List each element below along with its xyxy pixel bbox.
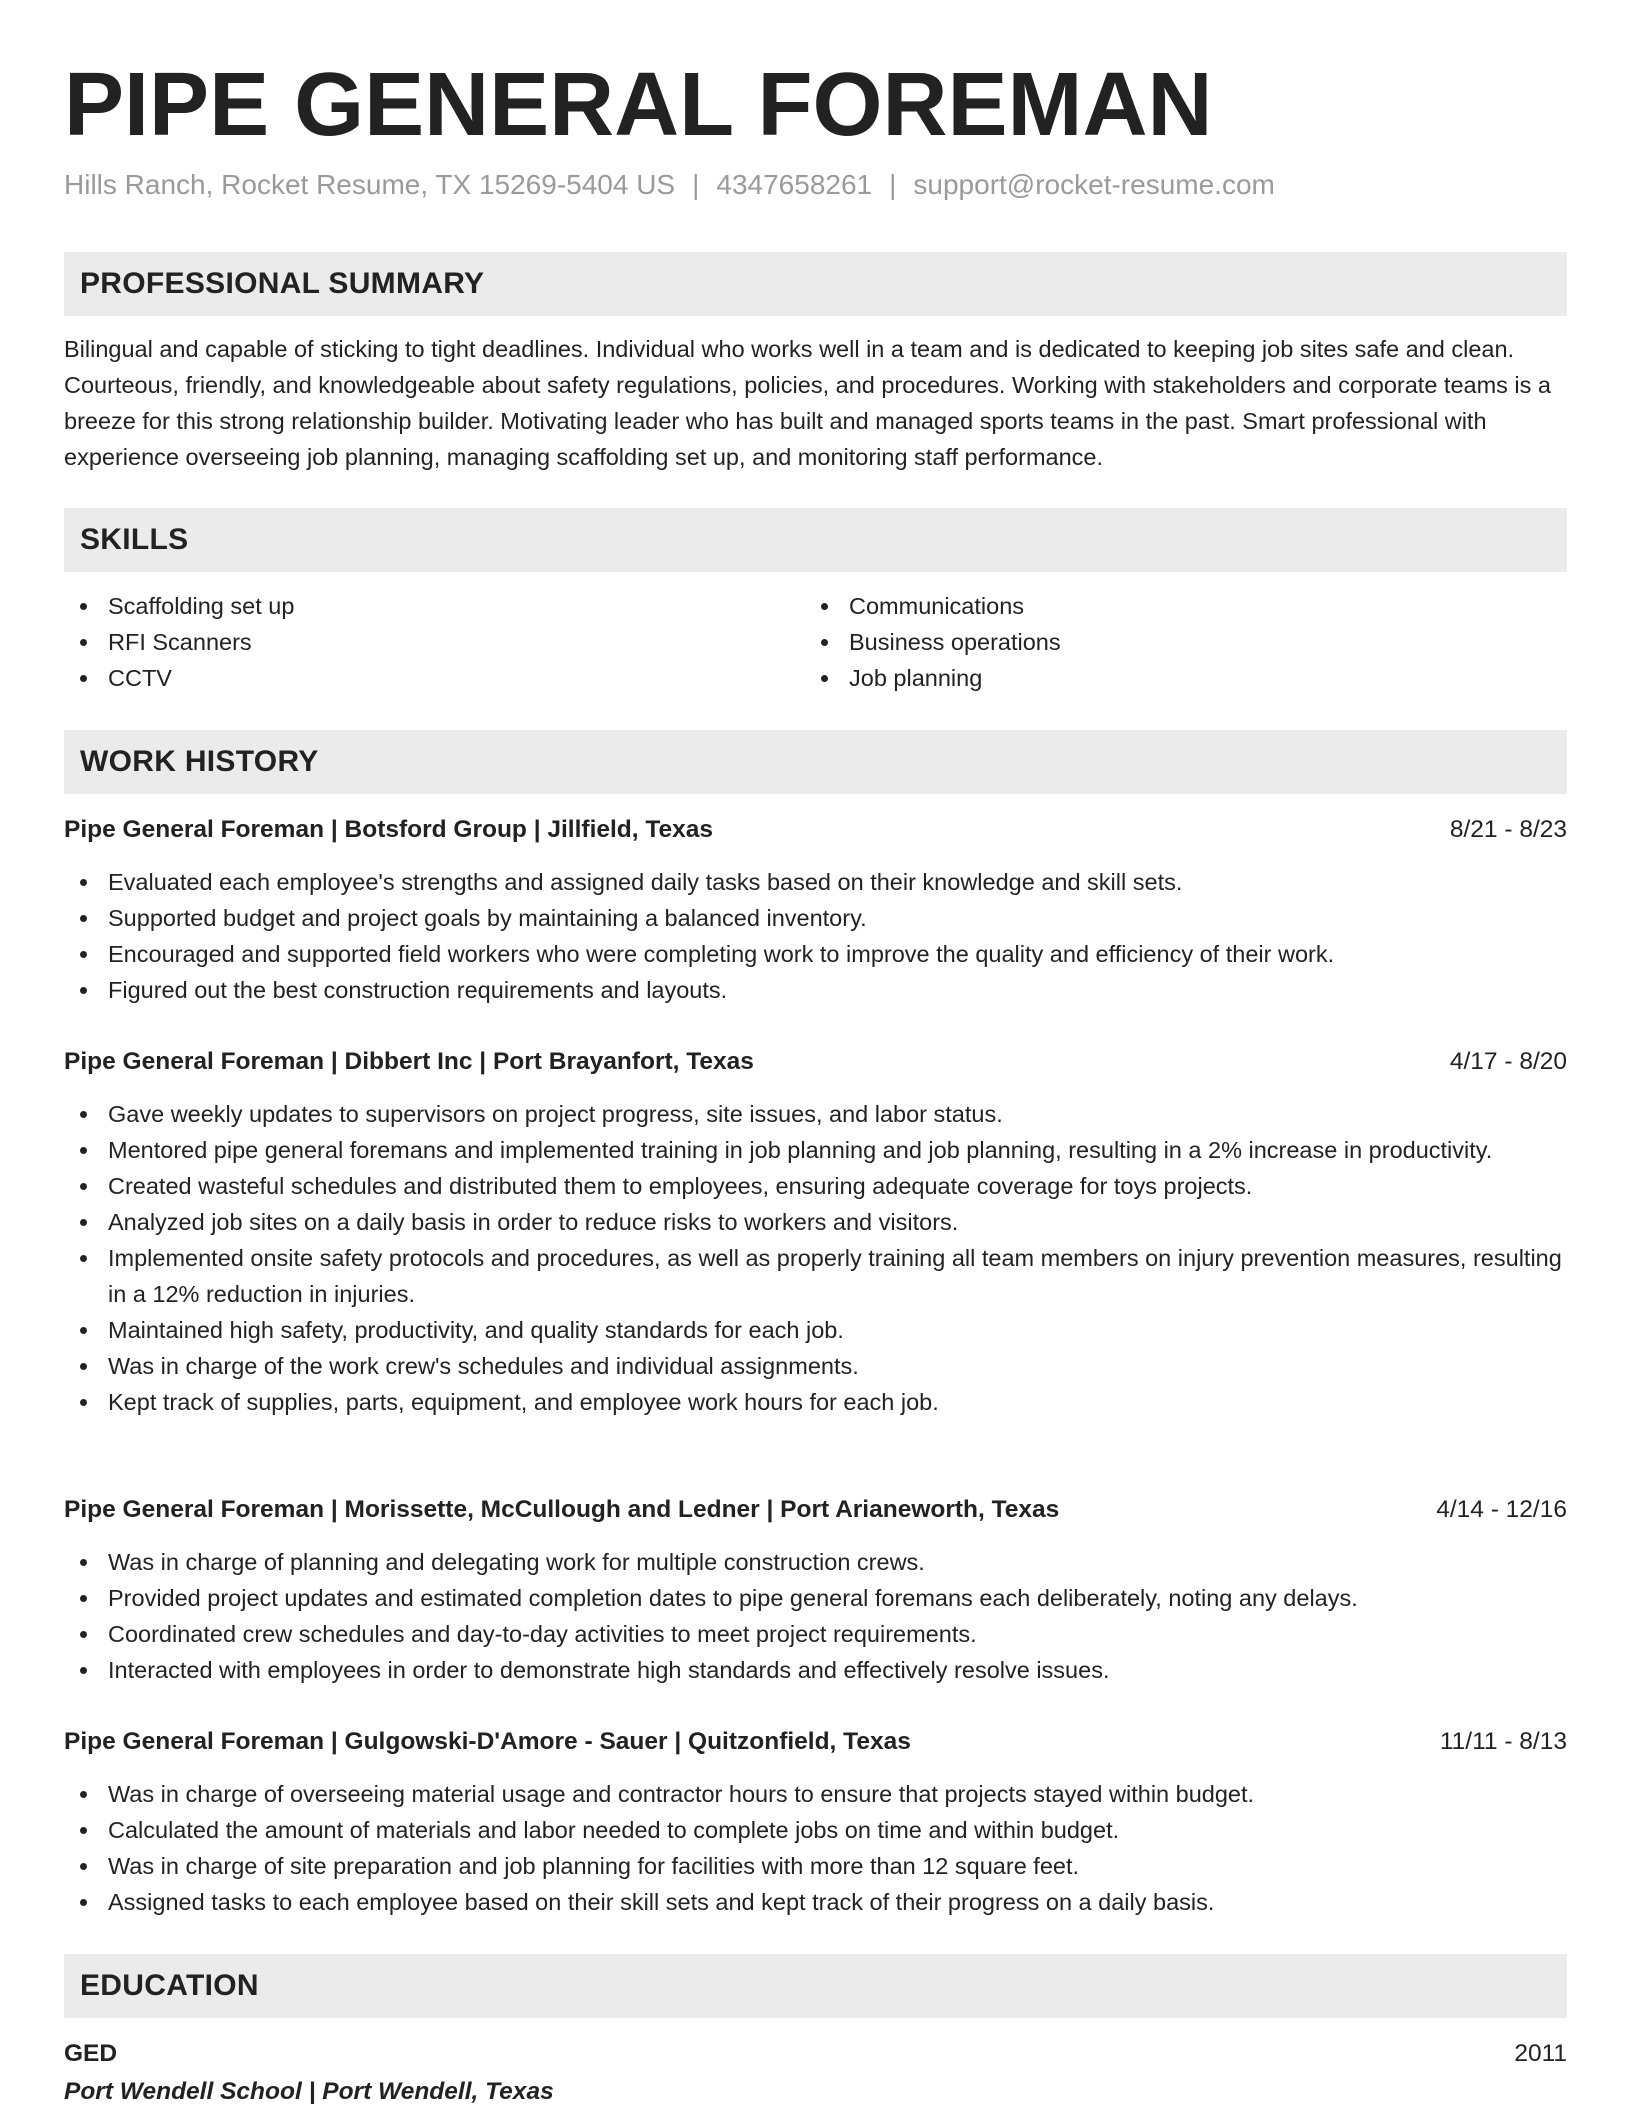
education-school: Port Wendell School | Port Wendell, Texas (64, 2078, 554, 2105)
job-entry (64, 1492, 1567, 1688)
job-bullet: Evaluated each employee's strengths and assigned daily tasks based on their knowledge and skill sets. (64, 864, 1567, 900)
job-bullet: Kept track of supplies, parts, equipment, and employee work hours for each job. (64, 1384, 1567, 1420)
job-dates: 11/11 - 8/13 (1439, 1728, 1567, 1755)
job-bullet: Calculated the amount of materials and labor needed to complete jobs on time and within budget. (64, 1812, 1567, 1848)
skill-item: Communications (805, 588, 1505, 624)
job-bullet: Was in charge of planning and delegating work for multiple construction crews. (64, 1544, 1567, 1580)
job-title: Pipe General Foreman | Gulgowski-D'Amore - Sauer | Quitzonfield, Texas (64, 1728, 911, 1755)
section-title-work-history: WORK HISTORY (80, 745, 319, 778)
education-year: 2011 (1514, 2040, 1567, 2067)
skill-item: Job planning (805, 660, 1505, 696)
education-degree: GED (64, 2040, 118, 2067)
section-header-summary (64, 252, 1567, 316)
job-bullet: Maintained high safety, productivity, and quality standards for each job. (64, 1312, 1567, 1348)
job-bullet: Assigned tasks to each employee based on their skill sets and kept track of their progress on a daily basis. (64, 1884, 1567, 1920)
contact-phone: 4347658261 (716, 169, 873, 200)
job-bullet: Interacted with employees in order to demonstrate high standards and effectively resolve issues. (64, 1652, 1567, 1688)
job-header (64, 1492, 1567, 1528)
job-dates: 8/21 - 8/23 (1449, 816, 1567, 843)
job-entry (64, 812, 1567, 1008)
job-bullet: Figured out the best construction requirements and layouts. (64, 972, 1567, 1008)
contact-line (64, 165, 1275, 205)
job-bullet: Implemented onsite safety protocols and procedures, as well as properly training all team members on injury prevention measures, resulting in a 12% reduction in injuries. (64, 1240, 1567, 1312)
job-title: Pipe General Foreman | Morissette, McCullough and Ledner | Port Arianeworth, Texas (64, 1496, 1060, 1523)
job-dates: 4/17 - 8/20 (1449, 1048, 1567, 1075)
job-bullet: Gave weekly updates to supervisors on project progress, site issues, and labor status. (64, 1096, 1567, 1132)
contact-address: Hills Ranch, Rocket Resume, TX 15269-5404 US (64, 169, 676, 200)
section-header-work-history (64, 730, 1567, 794)
job-dates: 4/14 - 12/16 (1436, 1496, 1567, 1523)
section-title-education: EDUCATION (80, 1969, 259, 2002)
job-title: Pipe General Foreman | Dibbert Inc | Port Brayanfort, Texas (64, 1048, 754, 1075)
job-bullet: Supported budget and project goals by maintaining a balanced inventory. (64, 900, 1567, 936)
skill-item: Scaffolding set up (64, 588, 764, 624)
job-entry (64, 1044, 1567, 1420)
job-bullet: Coordinated crew schedules and day-to-day activities to meet project requirements. (64, 1616, 1567, 1652)
job-bullets (64, 1096, 1567, 1420)
job-header (64, 1724, 1567, 1760)
job-bullet: Encouraged and supported field workers who were completing work to improve the quality and efficiency of their work. (64, 936, 1567, 972)
job-entry (64, 1724, 1567, 1920)
job-header (64, 812, 1567, 848)
job-title: Pipe General Foreman | Botsford Group | Jillfield, Texas (64, 816, 714, 843)
job-bullet: Was in charge of overseeing material usage and contractor hours to ensure that projects stayed within budget. (64, 1776, 1567, 1812)
job-bullet: Was in charge of site preparation and job planning for facilities with more than 12 square feet. (64, 1848, 1567, 1884)
skills-column-right (805, 588, 1505, 696)
section-title-skills: SKILLS (80, 523, 189, 556)
contact-email[interactable]: support@rocket-resume.com (913, 169, 1275, 200)
job-bullet: Was in charge of the work crew's schedules and individual assignments. (64, 1348, 1567, 1384)
job-header (64, 1044, 1567, 1080)
contact-separator: | (692, 169, 700, 200)
candidate-name: PIPE GENERAL FOREMAN (64, 55, 1213, 155)
job-bullet: Created wasteful schedules and distributed them to employees, ensuring adequate coverage for toys projects. (64, 1168, 1567, 1204)
job-bullets (64, 864, 1567, 1008)
section-header-skills (64, 508, 1567, 572)
job-bullets (64, 1544, 1567, 1688)
skills-column-left (64, 588, 764, 696)
job-bullet: Provided project updates and estimated completion dates to pipe general foremans each deliberately, noting any delays. (64, 1580, 1567, 1616)
section-header-education (64, 1954, 1567, 2018)
job-bullets (64, 1776, 1567, 1920)
skill-item: RFI Scanners (64, 624, 764, 660)
summary-text: Bilingual and capable of sticking to tight deadlines. Individual who works well in a team and is dedicated to keeping job sites safe and clean. Courteous, friendly, and knowledgeable about safety regulations, policies, and procedures. Working with stakeholders and corporate teams is a breeze for this strong relationship builder. Motivating leader who has built and managed sports teams in the past. Smart professional with experience overseeing job planning, managing scaffolding set up, and monitoring staff performance. (64, 336, 1552, 470)
skill-item: Business operations (805, 624, 1505, 660)
section-title-summary: PROFESSIONAL SUMMARY (80, 267, 485, 300)
skill-item: CCTV (64, 660, 764, 696)
job-bullet: Mentored pipe general foremans and implemented training in job planning and job planning, resulting in a 2% increase in productivity. (64, 1132, 1567, 1168)
contact-separator: | (889, 169, 897, 200)
job-bullet: Analyzed job sites on a daily basis in order to reduce risks to workers and visitors. (64, 1204, 1567, 1240)
